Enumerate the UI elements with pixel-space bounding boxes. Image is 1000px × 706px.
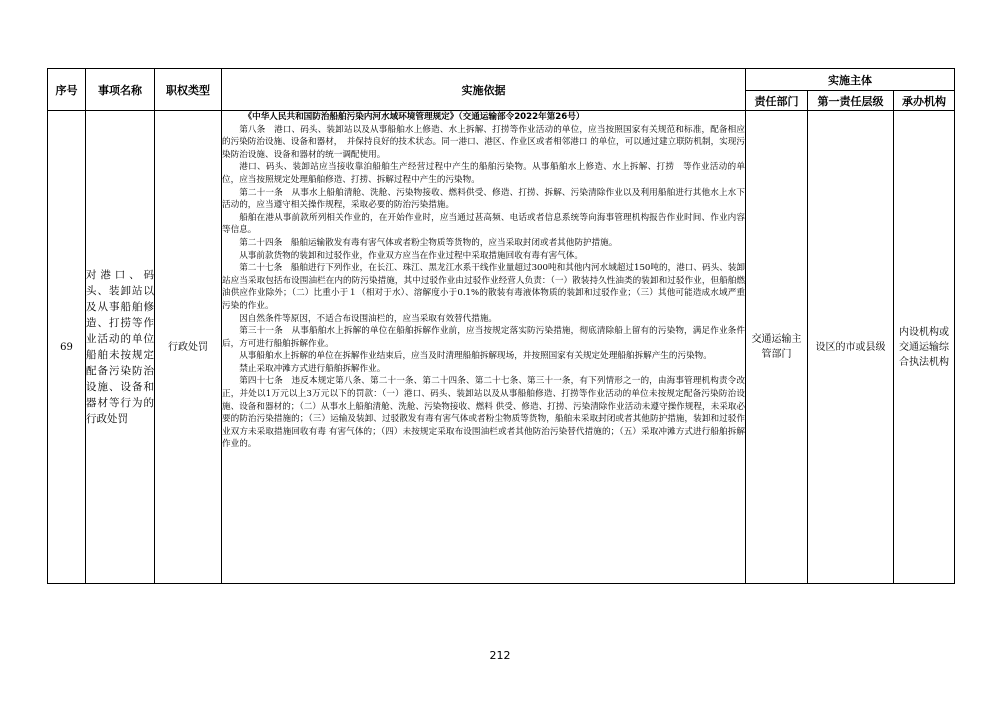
header-subject: 实施主体 (746, 69, 955, 91)
header-level: 第一责任层级 (808, 91, 894, 111)
cell-basis (222, 111, 746, 584)
header-basis: 实施依据 (222, 69, 746, 111)
header-item-name: 事项名称 (86, 69, 155, 111)
header-agency: 承办机构 (894, 91, 955, 111)
cell-dept: 交通运输主管部门 (746, 111, 808, 584)
cell-item-name: 对港口、码头、装卸站以及从事船舶修造、打捞等作业活动的单位船舶未按规定配备污染防治设施、设备和器材等行为的行政处罚 (86, 111, 155, 584)
power-list-table (47, 68, 955, 584)
table-row (48, 111, 955, 584)
cell-agency: 内设机构或交通运输综合执法机构 (894, 111, 955, 584)
basis-paragraph: 第二十七条 船舶进行下列作业，在长江、珠江、黑龙江水系干线作业量超过300吨和其他内河水域超过150吨的，港口、码头、装卸站应当采取包括布设围油栏在内的防污染措施，其中过驳作业由过驳作业经营人负责：（一）散装持久性油类的装卸和过驳作业，但船舶燃油供应作业除外；（二）比重小于１（相对于水）、溶解度小于0.1%的散装有毒液体物质的装卸和过驳作业；（三）其他可能造成水域严重污染的作业。 (222, 263, 745, 311)
cell-power-type: 行政处罚 (155, 111, 222, 584)
cell-level: 设区的市或县级 (808, 111, 894, 584)
basis-paragraph: 从事船舶水上拆解的单位在拆解作业结束后，应当及时清理船舶拆解现场，并按照国家有关规定处理船舶拆解产生的污染物。 (239, 351, 712, 362)
basis-paragraph: 第二十一条 从事水上船舶清舱、洗舱、污染物接收、燃料供受、修造、打捞、拆解、污染清除作业以及利用船舶进行其他水上水下活动的，应当遵守相关操作规程，采取必要的防治污染措施。 (222, 187, 745, 211)
basis-paragraph: 从事前款货物的装卸和过驳作业，作业双方应当在作业过程中采取措施回收有毒有害气体。 (239, 250, 583, 261)
basis-paragraph: 第八条 港口、码头、装卸站以及从事船舶水上修造、水上拆解、打捞等作业活动的单位，应当按照国家有关规范和标准，配备相应的污染防治设施、设备和器材， 并保持良好的技术状态。同一港口、港区、作业区或者相邻港口 的单位，可以通过建立联防机制，实现污染防治设施、设备和器材的统一调配使用。 (222, 124, 745, 160)
basis-paragraph: 第三十一条 从事船舶水上拆解的单位在船舶拆解作业前，应当按规定落实防污染措施，彻底清除船上留有的污染物，满足作业条件后，方可进行船舶拆解作业。 (222, 326, 745, 349)
basis-paragraph: 港口、码头、装卸站应当接收靠泊船舶生产经营过程中产生的船舶污染物。从事船舶水上修造、水上拆解、打捞 等作业活动的单位，应当按照规定处理船舶修造、打捞、拆解过程中产生的污染物。 (222, 162, 745, 185)
basis-paragraph: 因自然条件等原因，不适合布设围油栏的，应当采取有效替代措施。 (239, 313, 498, 324)
basis-paragraph: 第四十七条 违反本规定第八条、第二十一条、第二十四条、第二十七条、第三十一条，有下列情形之一的，由海事管理机构责令改正，并处以1万元以上3万元以下的罚款：（一）港口、码头、装卸站以及从事船舶修造、打捞等作业活动的单位未按规定配备污染防治设施、设备和器材的；（二）从事水上船舶清舱、洗舱、污染物接收、燃料 供受、修造、打捞、污染清除作业活动未遵守操作规程，未采取必要的防治污染措施的；（三）运输及装卸、过驳散发有毒有害气体或者粉尘物质等货物，船舶未采取封闭或者其他防护措施，装卸和过驳作业双方未采取措施回收有毒 有害气体的；（四）未按规定采取布设围油栏或者其他防治污染替代措施的；（五）采取冲滩方式进行船舶拆解作业的。 (222, 376, 745, 450)
basis-paragraph: 禁止采取冲滩方式进行船舶拆解作业。 (239, 363, 386, 374)
cell-seq: 69 (48, 111, 86, 584)
basis-paragraph: 第二十四条 船舶运输散发有毒有害气体或者粉尘物质等货物的，应当采取封闭或者其他防护措施。 (239, 237, 618, 248)
header-seq: 序号 (48, 69, 86, 111)
header-power-type: 职权类型 (155, 69, 222, 111)
page-number: 212 (489, 649, 511, 662)
header-row-top (48, 69, 955, 91)
basis-paragraph: 船舶在港从事前款所列相关作业的，在开始作业时，应当通过甚高频、电话或者信息系统等向海事管理机构报告作业时间、作业内容等信息。 (222, 212, 745, 236)
basis-title: 《中华人民共和国防治船舶污染内河水域环境管理规定》（交通运输部令2022年第26号） (243, 112, 585, 122)
header-dept: 责任部门 (746, 91, 808, 111)
